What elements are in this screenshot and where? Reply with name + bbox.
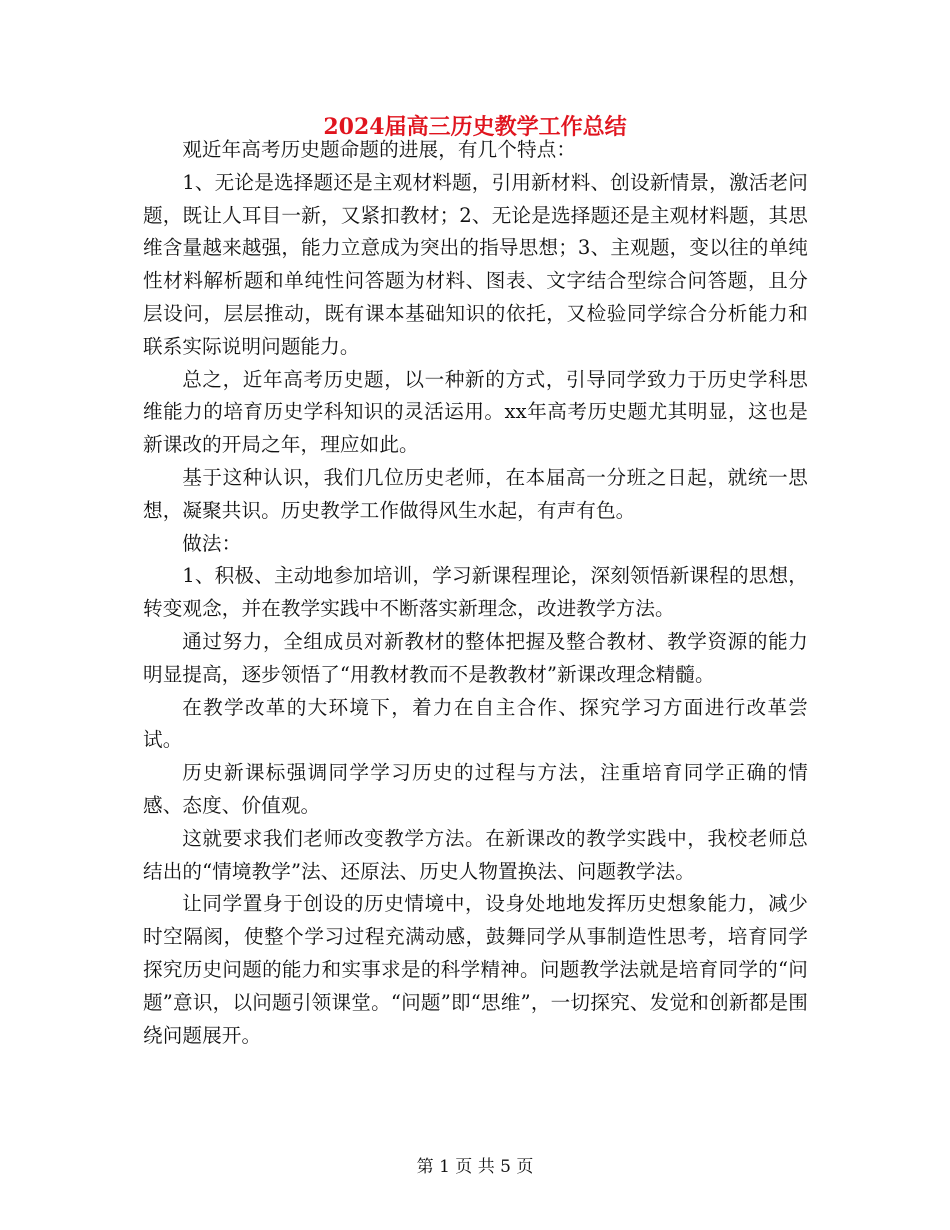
paragraph: 通过努力，全组成员对新教材的整体把握及整合教材、教学资源的能力明显提高，逐步领悟了“用教材教而不是教教材”新课改理念精髓。	[143, 629, 808, 686]
paragraph: 历史新课标强调同学学习历史的过程与方法，注重培育同学正确的情感、态度、价值观。	[143, 761, 808, 817]
paragraph: 1、积极、主动地参加培训，学习新课程理论，深刻领悟新课程的思想，转变观念，并在教学实践中不断落实新理念，改进教学方法。	[143, 564, 808, 621]
paragraph: 这就要求我们老师改变教学方法。在新课改的教学实践中，我校老师总结出的“情境教学”法、还原法、历史人物置换法、问题教学法。	[143, 826, 808, 883]
document-title: 2024届高三历史教学工作总结	[323, 114, 627, 140]
paragraph: 基于这种认识，我们几位历史老师，在本届高一分班之日起，就统一思想，凝聚共识。历史教学工作做得风生水起，有声有色。	[143, 465, 808, 522]
page-footer: 第 1 页 共 5 页	[416, 1157, 534, 1177]
paragraph: 1、无论是选择题还是主观材料题，引用新材料、创设新情景，激活老问题，既让人耳目一新，又紧扣教材；2、无论是选择题还是主观材料题，其思维含量越来越强，能力立意成为突出的指导思想；3、主观题，变以往的单纯性材料解析题和单纯性问答题为材料、图表、文字结合型综合问答题，且分层设问，层层推动，既有课本基础知识的依托，又检验同学综合分析能力和联系实际说明问题能力。	[143, 170, 808, 358]
paragraph: 在教学改革的大环境下，着力在自主合作、探究学习方面进行改革尝试。	[143, 695, 808, 752]
paragraph: 做法：	[182, 531, 242, 555]
document-body	[143, 134, 808, 1052]
paragraph: 观近年高考历史题命题的进展，有几个特点：	[182, 138, 577, 161]
paragraph: 总之，近年高考历史题，以一种新的方式，引导同学致力于历史学科思维能力的培育历史学科知识的灵活运用。xx年高考历史题尤其明显，这也是新课改的开局之年，理应如此。	[143, 367, 808, 457]
paragraph: 让同学置身于创设的历史情境中，设身处地地发挥历史想象能力，减少时空隔阂，使整个学习过程充满动感，鼓舞同学从事制造性思考，培育同学探究历史问题的能力和实事求是的科学精神。问题教学法就是培育同学的“问题”意识，以问题引领课堂。“问题”即“思维”，一切探究、发觉和创新都是围绕问题展开。	[143, 892, 808, 1047]
